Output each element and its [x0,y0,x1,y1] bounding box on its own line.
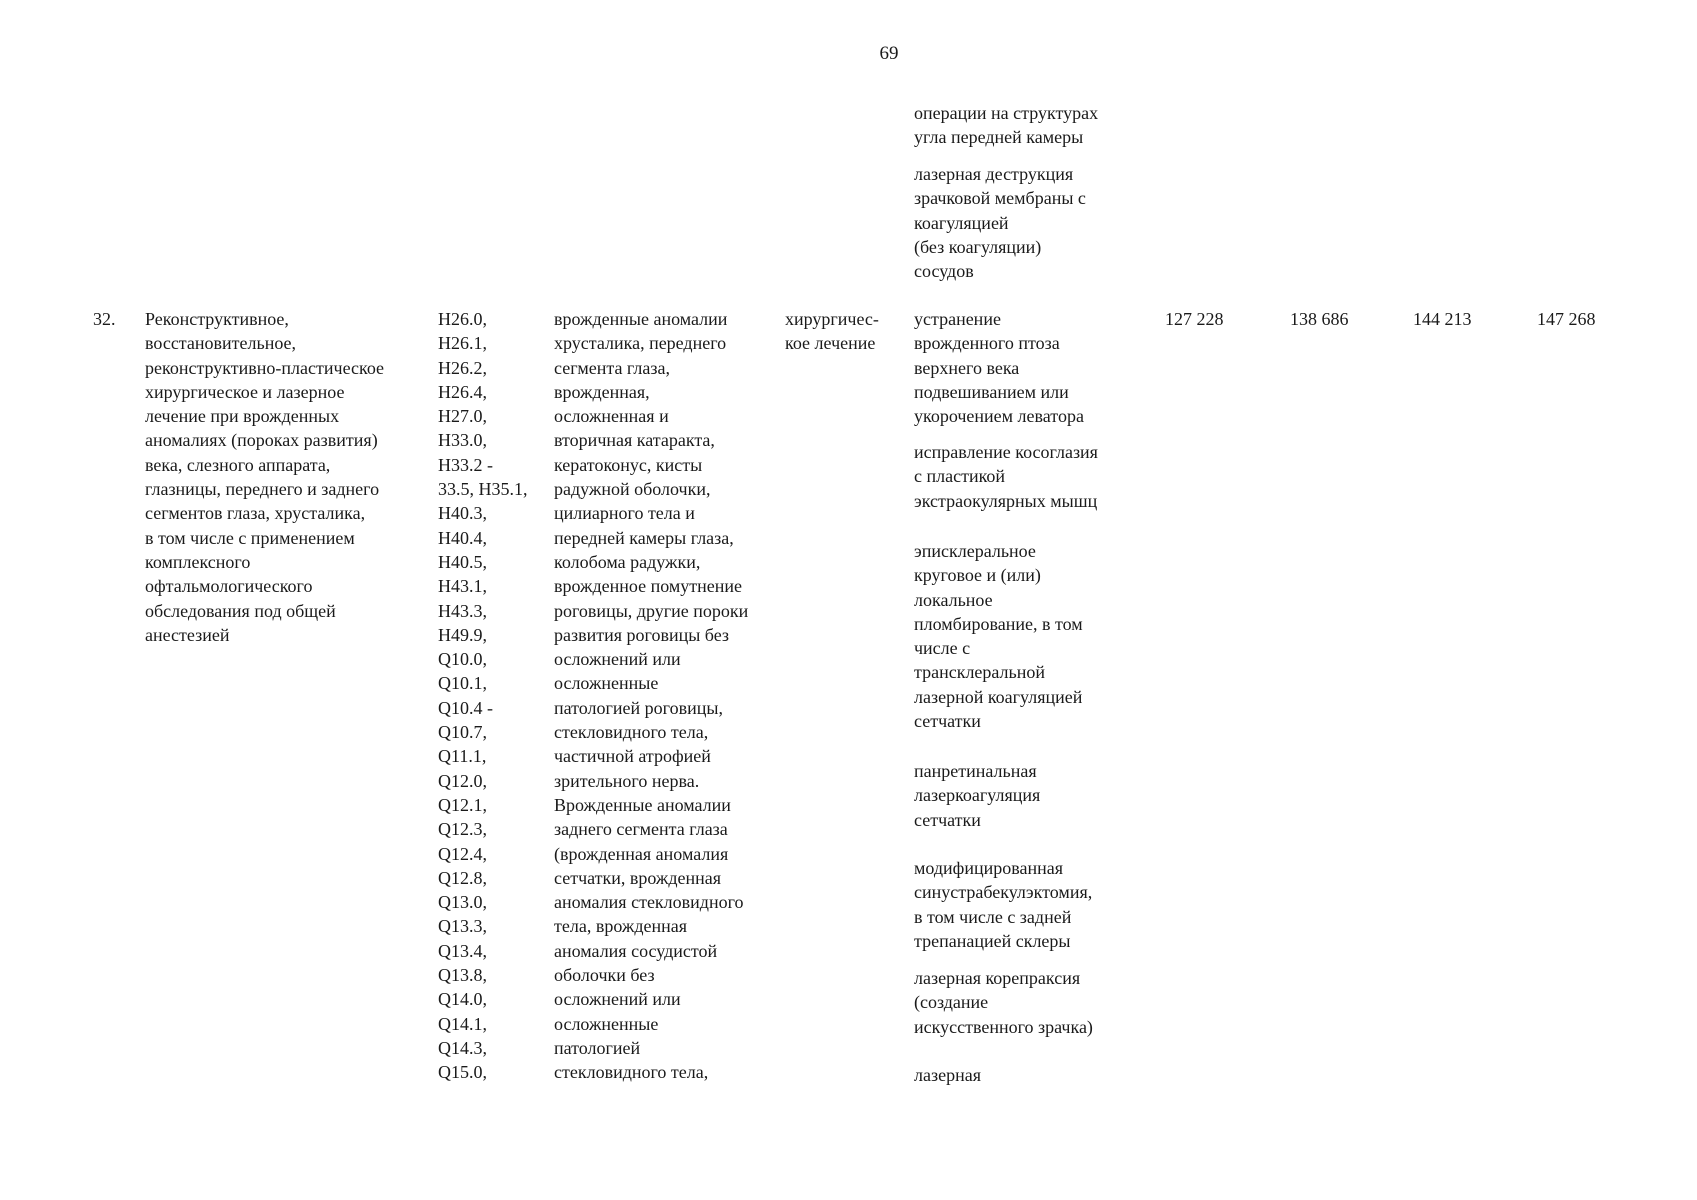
procedure-item: исправление косоглазия с пластикой экстраокулярных мышц [914,442,1098,511]
row-codes: H26.0, H26.1, H26.2, H26.4, H27.0, H33.0, H33.2 - 33.5, H35.1, H40.3, H40.4, H40.5, H43.1, H43.3, H49.9, Q10.0, Q10.1, Q10.4 - Q10.7, Q11.1, Q12.0, Q12.1, Q12.3, Q12.4, Q12.8, Q13.0, Q13.3, Q13.4, Q13.8, Q14.0, Q14.1, Q14.3, Q15.0, [438,309,528,1083]
continued-procedure: лазерная деструкция зрачковой мембраны с коагуляцией (без коагуляции) сосудов [914,164,1086,282]
cost-value: 144 213 [1413,309,1472,329]
procedure-item: лазерная [914,1065,981,1085]
procedure-item: устранение врожденного птоза верхнего века подвешиванием или укорочением леватора [914,309,1084,427]
procedure-item: лазерная корепраксия (создание искусственного зрачка) [914,968,1093,1037]
cost-value: 147 268 [1537,309,1596,329]
continued-procedure: операции на структурах угла передней камеры [914,103,1099,148]
procedure-item: панретинальная лазеркоагуляция сетчатки [914,761,1041,830]
cost-value: 138 686 [1290,309,1349,329]
cost-value: 127 228 [1165,309,1224,329]
row-number: 32. [93,309,116,329]
row-name: Реконструктивное, восстановительное, реконструктивно-пластическое хирургическое и лазерное лечение при врожденных аномалиях (пороках развития) века, слезного аппарата, глазницы, переднего и заднего сегментов глаза, хрусталика, в том числе с применением комплексного офтальмологического обследования под общей анестезией [145,309,385,645]
page-number: 69 [879,43,899,64]
row-patient-model: врожденные аномалии хрусталика, переднего сегмента глаза, врожденная, осложненная и вторичная катаракта, кератоконус, кисты радужной оболочки, цилиарного тела и передней камеры глаза, колобома радужки, врожденное помутнение роговицы, другие пороки развития роговицы без осложнений или осложненные патологией роговицы, стекловидного тела, частичной атрофией зрительного нерва. Врожденные аномалии заднего сегмента глаза (врожденная аномалия сетчатки, врожденная аномалия стекловидного тела, врожденная аномалия сосудистой оболочки без осложнений или осложненные патологией стекловидного тела, [554,309,749,1083]
procedure-item: модифицированная синустрабекулэктомия, в том числе с задней трепанацией склеры [914,858,1093,951]
procedure-item: эписклеральное круговое и (или) локальное пломбирование, в том числе с трансклеральной лазерной коагуляцией сетчатки [914,541,1083,732]
row-treatment-type: хирургичес- кое лечение [785,309,879,354]
